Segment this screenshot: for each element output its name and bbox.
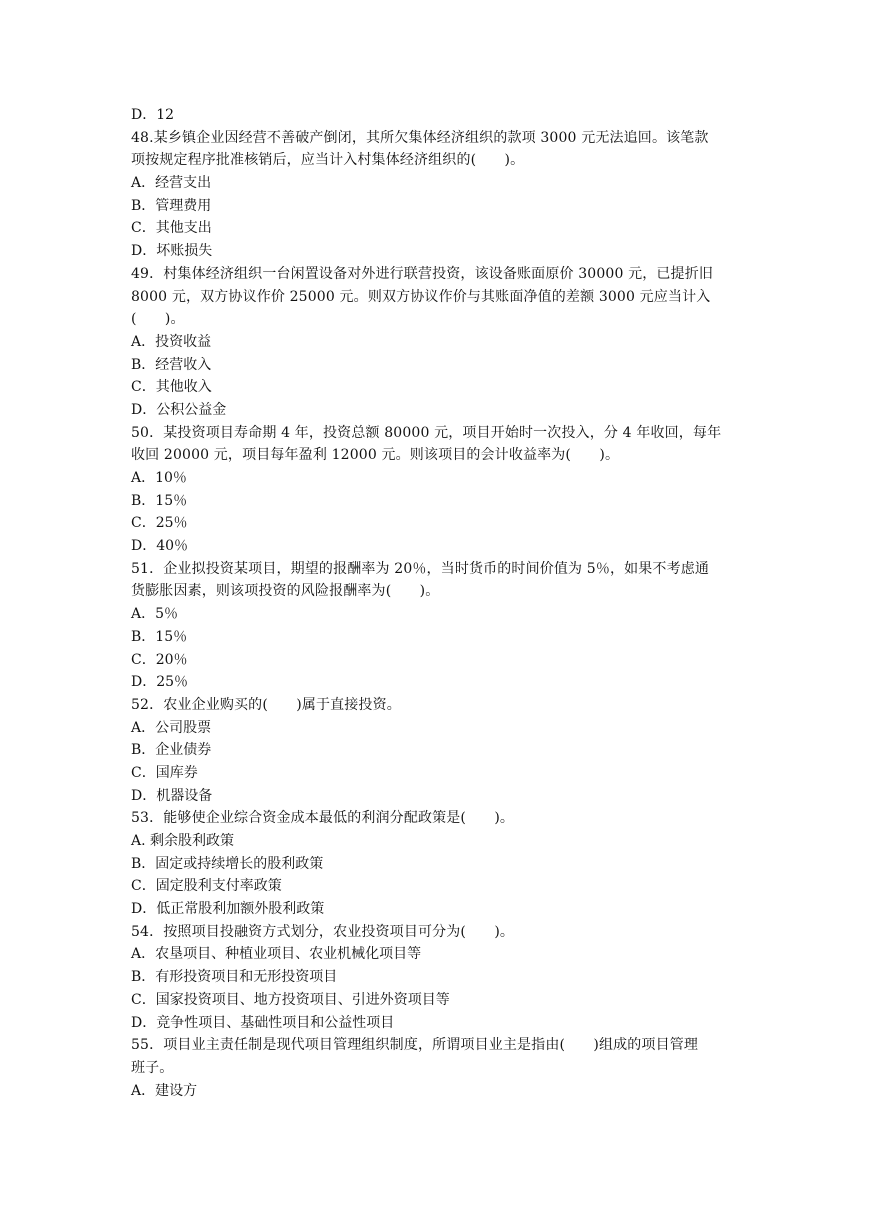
answer-option: A．农垦项目、种植业项目、农业机械化项目等 [131, 946, 422, 963]
question-text-line: 54．按照项目投融资方式划分，农业投资项目可分为( )。 [131, 923, 515, 940]
question-text-line: 收回 20000 元，项目每年盈利 12000 元。则该项目的会计收益率为( )。 [131, 447, 620, 464]
document-body [131, 104, 739, 1102]
question-text-line: 货膨胀因素，则该项投资的风险报酬率为( )。 [131, 583, 440, 600]
answer-option: D．坏账损失 [131, 243, 213, 260]
answer-option: D．机器设备 [131, 787, 213, 804]
answer-option: B．企业债券 [131, 742, 212, 759]
answer-option: C．固定股利支付率政策 [131, 878, 282, 895]
answer-option: D．25％ [131, 674, 189, 691]
answer-option: B．15％ [131, 628, 188, 645]
answer-option: A. 剩余股利政策 [131, 833, 235, 849]
question-text-line: 50．某投资项目寿命期 4 年，投资总额 80000 元，项目开始时一次投入，分 4 年收回，每年 [131, 424, 722, 441]
answer-option: C．其他支出 [131, 220, 212, 237]
question-text-line: 8000 元，双方协议作价 25000 元。则双方协议作价与其账面净值的差额 3000 元应当计入 [131, 288, 711, 305]
answer-option: C．国库券 [131, 764, 198, 781]
question-text-line: 52．农业企业购买的( )属于直接投资。 [131, 696, 401, 713]
question-text-line: 55．项目业主责任制是现代项目管理组织制度，所谓项目业主是指由( )组成的项目管理 [131, 1037, 699, 1054]
answer-option: C．国家投资项目、地方投资项目、引进外资项目等 [131, 991, 450, 1008]
answer-option: A．5％ [131, 606, 179, 623]
answer-option: A．经营支出 [131, 175, 212, 192]
question-text-line: 项按规定程序批准核销后，应当计入村集体经济组织的( )。 [131, 152, 525, 169]
answer-option: C．其他收入 [131, 379, 212, 396]
answer-option: D．12 [131, 107, 175, 123]
answer-option: B．15％ [131, 492, 188, 509]
question-text-line: 51．企业拟投资某项目，期望的报酬率为 20％，当时货币的时间价值为 5％，如果不考虑通 [131, 560, 710, 577]
question-text-line: 53．能够使企业综合资金成本最低的利润分配政策是( )。 [131, 810, 515, 827]
question-text-line: ( )。 [131, 311, 185, 328]
answer-option: A．10％ [131, 470, 187, 486]
answer-option: D．公积公益金 [131, 401, 227, 418]
answer-option: B．管理费用 [131, 197, 212, 214]
answer-option: D．40％ [131, 538, 189, 555]
answer-option: D．低正常股利加额外股利政策 [131, 901, 325, 918]
question-text-line: 班子。 [131, 1059, 174, 1076]
answer-option: A．公司股票 [131, 719, 212, 736]
answer-option: C．20％ [131, 651, 188, 668]
answer-option: B．固定或持续增长的股利政策 [131, 855, 324, 872]
question-text-line: 48.某乡镇企业因经营不善破产倒闭，其所欠集体经济组织的款项 3000 元无法追回。该笔款 [131, 129, 709, 146]
answer-option: B．经营收入 [131, 356, 212, 373]
answer-option: B．有形投资项目和无形投资项目 [131, 969, 338, 986]
answer-option: A．建设方 [131, 1082, 198, 1099]
question-text-line: 49．村集体经济组织一台闲置设备对外进行联营投资，该设备账面原价 30000 元，已提折旧 [131, 265, 713, 282]
answer-option: C．25％ [131, 515, 188, 532]
answer-option: A．投资收益 [131, 333, 212, 350]
answer-option: D．竞争性项目、基础性项目和公益性项目 [131, 1014, 395, 1031]
